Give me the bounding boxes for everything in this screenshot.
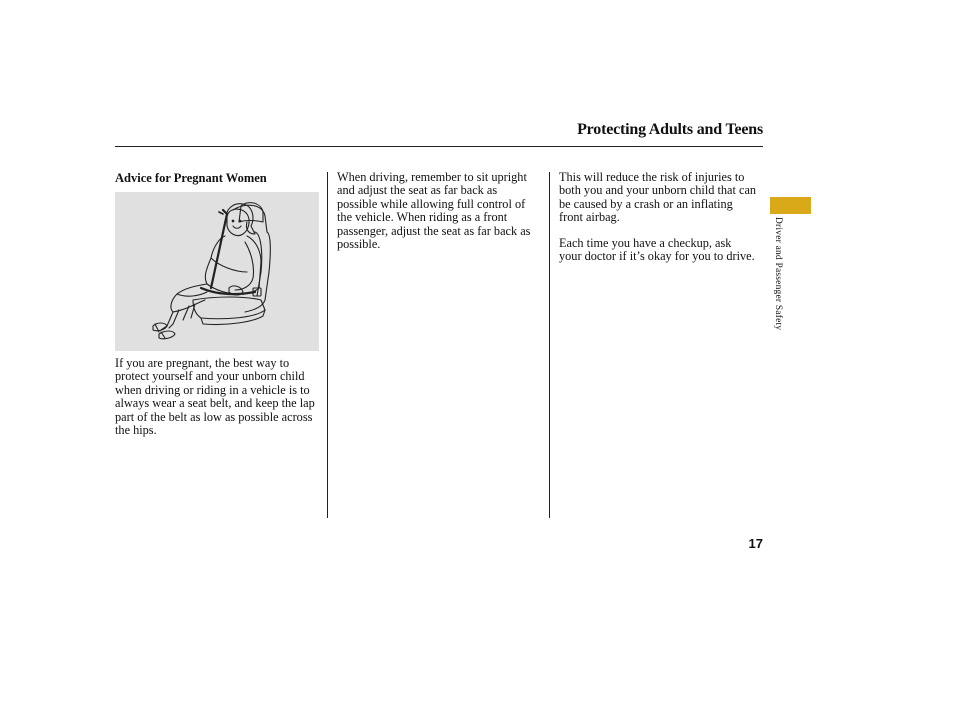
column-divider-2 <box>549 172 550 518</box>
col1-paragraph: If you are pregnant, the best way to protect yourself and your unborn child when driving or riding in a vehicle is to always wear a seat belt, and keep the lap part of the belt as low as possible across the hips. <box>115 356 315 438</box>
section-heading: Advice for Pregnant Women <box>115 171 267 185</box>
page-title: Protecting Adults and Teens <box>577 121 763 138</box>
col3-paragraph-1: This will reduce the risk of injuries to both you and your unborn child that can be caused by a crash or an inflating front airbag. <box>559 170 757 225</box>
col2-paragraph: When driving, remember to sit upright and adjust the seat as far back as possible while allowing full control of the vehicle. When riding as a front passenger, adjust the seat as far back as possible. <box>337 170 531 252</box>
col3-paragraph-2: Each time you have a checkup, ask your doctor if it’s okay for you to drive. <box>559 236 755 264</box>
column-divider-1 <box>327 172 328 518</box>
page-number: 17 <box>748 536 763 551</box>
pregnant-woman-seatbelt-illustration <box>115 192 319 351</box>
header-rule <box>115 146 763 147</box>
section-tab-marker <box>770 197 811 214</box>
section-side-label: Driver and Passenger Safety <box>773 217 783 331</box>
